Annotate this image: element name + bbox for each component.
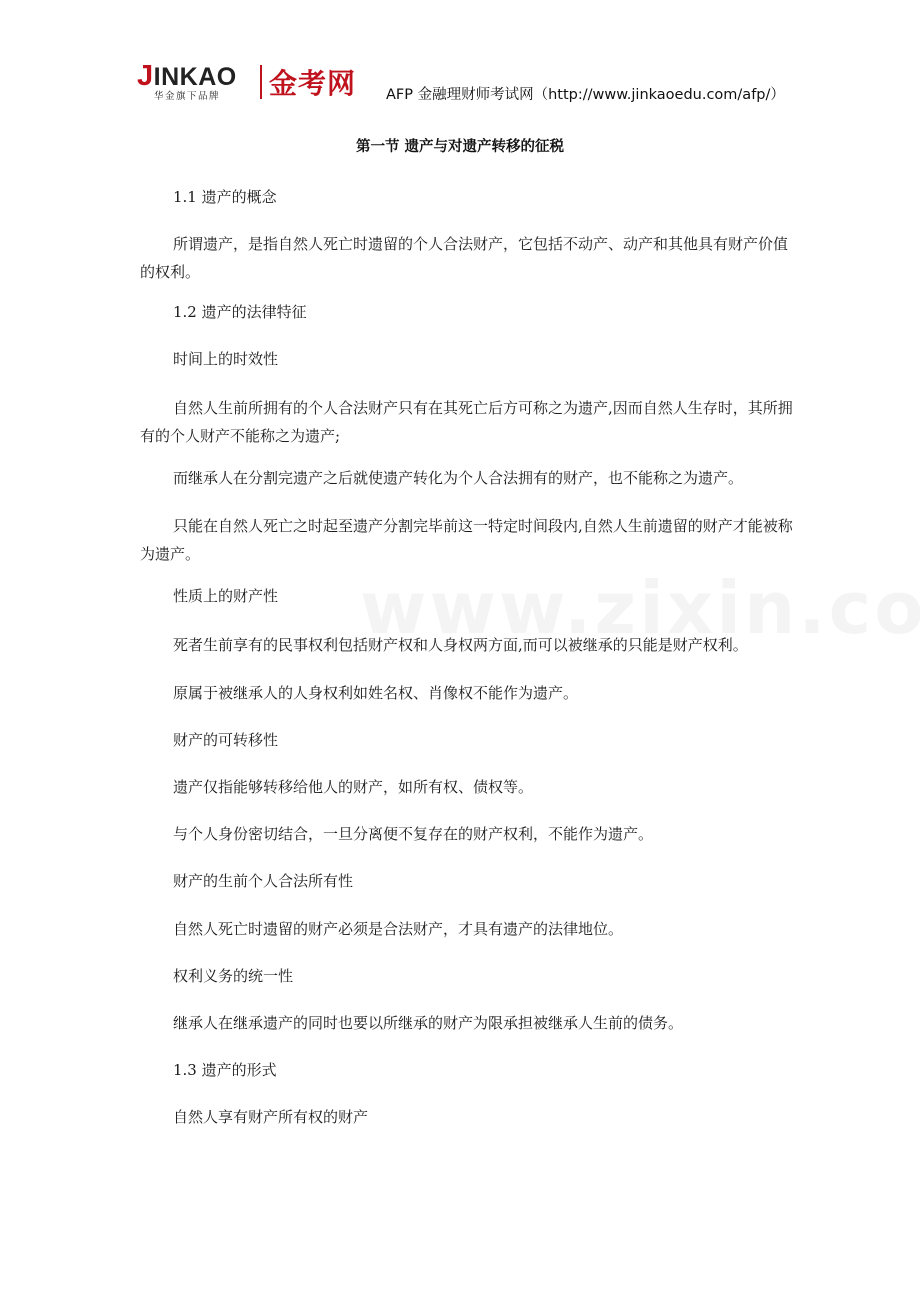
- paragraph: 而继承人在分割完遗产之后就使遗产转化为个人合法拥有的财产，也不能称之为遗产。: [173, 469, 744, 487]
- paragraph: 自然人死亡时遗留的财产必须是合法财产，才具有遗产的法律地位。: [173, 920, 624, 938]
- logo-divider: [260, 65, 262, 99]
- paragraph: 只能在自然人死亡之时起至遗产分割完毕前这一特定时间段内,自然人生前遗留的财产才能被称为遗产。: [140, 517, 793, 563]
- heading-1-1: 1.1 遗产的概念: [173, 188, 277, 206]
- heading-1-3: 1.3 遗产的形式: [173, 1061, 277, 1079]
- section-title: 第一节 遗产与对遗产转移的征税: [355, 139, 565, 155]
- subheading: 财产的可转移性: [173, 731, 279, 749]
- paragraph: 原属于被继承人的人身权利如姓名权、肖像权不能作为遗产。: [173, 684, 579, 702]
- subheading: 财产的生前个人合法所有性: [173, 872, 354, 890]
- jinkao-logo: [137, 62, 359, 102]
- paragraph: 自然人生前所拥有的个人合法财产只有在其死亡后方可称之为遗产,因而自然人生存时，其所拥有的个人财产不能称之为遗产;: [140, 399, 793, 445]
- logo-tagline: 华金旗下品牌: [154, 91, 221, 102]
- logo-chinese-name: 金考网: [269, 67, 357, 100]
- paragraph: 与个人身份密切结合，一旦分离便不复存在的财产权利，不能作为遗产。: [173, 825, 654, 843]
- paragraph: 所谓遗产，是指自然人死亡时遗留的个人合法财产，它包括不动产、动产和其他具有财产价值的权利。: [140, 235, 789, 281]
- subheading: 时间上的时效性: [173, 350, 279, 368]
- paragraph: 遗产仅指能够转移给他人的财产，如所有权、债权等。: [173, 778, 534, 796]
- paragraph: 死者生前享有的民事权利包括财产权和人身权两方面,而可以被继承的只能是财产权利。: [173, 636, 748, 654]
- paragraph: 继承人在继承遗产的同时也要以所继承的财产为限承担被继承人生前的债务。: [173, 1014, 684, 1032]
- subheading: 权利义务的统一性: [173, 967, 294, 985]
- heading-1-2: 1.2 遗产的法律特征: [173, 303, 307, 321]
- logo-wordmark: JINKAO: [137, 60, 237, 92]
- subheading: 自然人享有财产所有权的财产: [173, 1108, 369, 1126]
- subheading: 性质上的财产性: [173, 587, 279, 605]
- header-site-link: AFP 金融理财师考试网（http://www.jinkaoedu.com/afp/）: [386, 87, 785, 103]
